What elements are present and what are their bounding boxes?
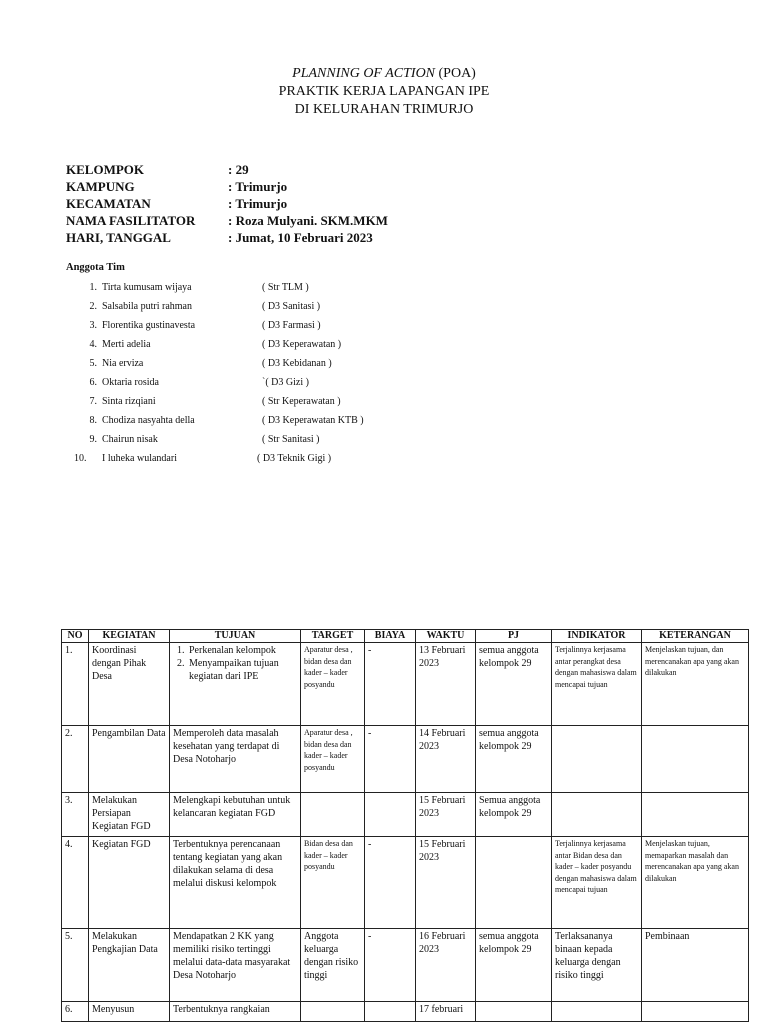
member-name: Salsabila putri rahman [102, 301, 192, 312]
member-number: 4. [89, 339, 97, 350]
header-tujuan: TUJUAN [170, 630, 301, 643]
list-item [74, 414, 364, 433]
cell-target: Aparatur desa , bidan desa dan kader – kader posyandu [301, 643, 365, 726]
cell-keterangan: Menjelaskan tujuan, dan merencanakan apa yang akan dilakukan [642, 643, 749, 726]
cell-pj: Semua anggota kelompok 29 [476, 793, 552, 837]
cell-no: 2. [62, 726, 89, 793]
member-program: ( D3 Keperawatan ) [262, 339, 342, 350]
member-number: 5. [89, 358, 97, 369]
member-name: Nia erviza [102, 358, 144, 369]
team-member-list [74, 281, 364, 471]
header-no: NO [62, 630, 89, 643]
cell-keterangan: Menjelaskan tujuan, memaparkan masalah dan merencanakan apa yang akan dilakukan [642, 837, 749, 929]
member-program: ( Str Keperawatan ) [262, 396, 341, 407]
cell-no: 4. [62, 837, 89, 929]
cell-kegiatan: Kegiatan FGD [89, 837, 170, 929]
member-name: Merti adelia [102, 339, 151, 350]
list-item [74, 376, 364, 395]
cell-indikator [552, 1002, 642, 1022]
cell-biaya: - [365, 929, 416, 1002]
cell-waktu: 16 Februari 2023 [416, 929, 476, 1002]
cell-tujuan: Terbentuknya rangkaian [170, 1002, 301, 1022]
info-label: KECAMATAN [66, 196, 151, 211]
cell-biaya [365, 793, 416, 837]
member-number: 6. [89, 377, 97, 388]
member-program: ( D3 Farmasi ) [262, 320, 321, 331]
cell-target: Anggota keluarga dengan risiko tinggi [301, 929, 365, 1002]
cell-no: 1. [62, 643, 89, 726]
table-row [62, 793, 749, 837]
header-biaya: BIAYA [365, 630, 416, 643]
info-value: : Roza Mulyani. SKM.MKM [228, 213, 388, 228]
cell-indikator: Terjalinnya kerjasama antar Bidan desa dan kader – kader posyandu dengan mahasiswa dalam mencapai tujuan [552, 837, 642, 929]
doc-title-italic: PLANNING OF ACTION [292, 66, 436, 81]
info-label: KAMPUNG [66, 179, 135, 194]
member-name: Sinta rizqiani [102, 396, 156, 407]
member-program: ( D3 Keperawatan KTB ) [262, 415, 364, 426]
member-number: 8. [89, 415, 97, 426]
info-label: KELOMPOK [66, 162, 144, 177]
info-label: HARI, TANGGAL [66, 230, 171, 245]
cell-tujuan: Memperoleh data masalah kesehatan yang terdapat di Desa Notoharjo [170, 726, 301, 793]
cell-indikator [552, 793, 642, 837]
member-program: ( D3 Kebidanan ) [262, 358, 332, 369]
info-row-tanggal [66, 229, 388, 246]
cell-pj: semua anggota kelompok 29 [476, 726, 552, 793]
info-label: NAMA FASILITATOR [66, 213, 196, 228]
cell-tujuan: Terbentuknya perencanaan tentang kegiatan yang akan dilakukan selama di desa melalui diskusi kelompok [170, 837, 301, 929]
table-header-row [62, 630, 749, 643]
member-number: 9. [89, 434, 97, 445]
tujuan-list-item: 1. Perkenalan kelompok [187, 644, 297, 657]
cell-pj: semua anggota kelompok 29 [476, 929, 552, 1002]
cell-target [301, 793, 365, 837]
cell-indikator [552, 726, 642, 793]
doc-subtitle: PRAKTIK KERJA LAPANGAN IPE [278, 84, 490, 99]
cell-pj [476, 1002, 552, 1022]
member-name: Florentika gustinavesta [102, 320, 196, 331]
table-row [62, 929, 749, 1002]
header-waktu: WAKTU [416, 630, 476, 643]
member-name: Tirta kumusam wijaya [102, 282, 192, 293]
member-program: `( D3 Gizi ) [262, 377, 309, 388]
member-number: 2. [89, 301, 97, 312]
cell-no: 5. [62, 929, 89, 1002]
cell-keterangan [642, 726, 749, 793]
info-value: : Jumat, 10 Februari 2023 [228, 230, 373, 245]
info-row-kelompok [66, 161, 388, 178]
list-item [74, 395, 364, 414]
member-program: ( Str Sanitasi ) [262, 434, 320, 445]
member-number: 1. [89, 282, 97, 293]
cell-indikator: Terjalinnya kerjasama antar perangkat desa dengan mahasiswa dalam mencapai tujuan [552, 643, 642, 726]
header-kegiatan: KEGIATAN [89, 630, 170, 643]
cell-keterangan [642, 1002, 749, 1022]
list-item [74, 357, 364, 376]
doc-title [0, 66, 768, 82]
member-program: ( Str TLM ) [262, 282, 309, 293]
cell-pj [476, 837, 552, 929]
tujuan-list [173, 644, 297, 683]
cell-pj: semua anggota kelompok 29 [476, 643, 552, 726]
cell-kegiatan: Melakukan Persiapan Kegiatan FGD [89, 793, 170, 837]
list-item [74, 433, 364, 452]
cell-tujuan: Mendapatkan 2 KK yang memiliki risiko tertinggi melalui data-data masyarakat Desa Notoharjo [170, 929, 301, 1002]
member-name: I luheka wulandari [102, 453, 177, 464]
header-target: TARGET [301, 630, 365, 643]
cell-waktu: 15 Februari 2023 [416, 837, 476, 929]
info-value: : Trimurjo [228, 196, 288, 211]
member-name: Chodiza nasyahta della [102, 415, 195, 426]
poa-table [61, 629, 749, 1022]
cell-kegiatan: Menyusun [89, 1002, 170, 1022]
cell-biaya: - [365, 726, 416, 793]
cell-tujuan [170, 643, 301, 726]
list-item [74, 281, 364, 300]
member-program: ( D3 Sanitasi ) [262, 301, 321, 312]
list-item [74, 319, 364, 338]
info-row-fasilitator [66, 212, 388, 229]
member-number: 3. [89, 320, 97, 331]
cell-biaya: - [365, 837, 416, 929]
member-name: Oktaria rosida [102, 377, 159, 388]
cell-no: 3. [62, 793, 89, 837]
cell-no: 6. [62, 1002, 89, 1022]
cell-target: Aparatur desa , bidan desa dan kader – kader posyandu [301, 726, 365, 793]
cell-biaya [365, 1002, 416, 1022]
cell-waktu: 13 Februari 2023 [416, 643, 476, 726]
member-name: Chairun nisak [102, 434, 158, 445]
info-row-kecamatan [66, 195, 388, 212]
header-pj: PJ [476, 630, 552, 643]
cell-target: Bidan desa dan kader – kader posyandu [301, 837, 365, 929]
cell-keterangan: Pembinaan [642, 929, 749, 1002]
info-value: : Trimurjo [228, 179, 288, 194]
table-row [62, 726, 749, 793]
group-info [66, 161, 388, 246]
tujuan-list-item: 2. Menyampaikan tujuan kegiatan dari IPE [187, 657, 297, 683]
header-keterangan: KETERANGAN [642, 630, 749, 643]
table-row [62, 837, 749, 929]
table-row [62, 643, 749, 726]
header-indikator: INDIKATOR [552, 630, 642, 643]
cell-keterangan [642, 793, 749, 837]
cell-biaya: - [365, 643, 416, 726]
cell-kegiatan: Pengambilan Data [89, 726, 170, 793]
cell-waktu: 17 februari [416, 1002, 476, 1022]
info-row-kampung [66, 178, 388, 195]
team-members-heading: Anggota Tim [66, 262, 125, 273]
doc-title-suffix: (POA) [435, 66, 476, 81]
cell-indikator: Terlaksananya binaan kepada keluarga dengan risiko tinggi [552, 929, 642, 1002]
list-item [74, 300, 364, 319]
cell-waktu: 15 Februari 2023 [416, 793, 476, 837]
cell-kegiatan: Melakukan Pengkajian Data [89, 929, 170, 1002]
list-item [74, 338, 364, 357]
list-item [74, 452, 364, 471]
cell-kegiatan: Koordinasi dengan Pihak Desa [89, 643, 170, 726]
cell-target [301, 1002, 365, 1022]
doc-location: DI KELURAHAN TRIMURJO [294, 102, 474, 117]
member-program: ( D3 Teknik Gigi ) [257, 453, 332, 464]
cell-waktu: 14 Februari 2023 [416, 726, 476, 793]
member-number: 7. [89, 396, 97, 407]
member-number: 10. [74, 453, 87, 464]
table-row [62, 1002, 749, 1022]
info-value: : 29 [228, 162, 249, 177]
cell-tujuan: Melengkapi kebutuhan untuk kelancaran kegiatan FGD [170, 793, 301, 837]
